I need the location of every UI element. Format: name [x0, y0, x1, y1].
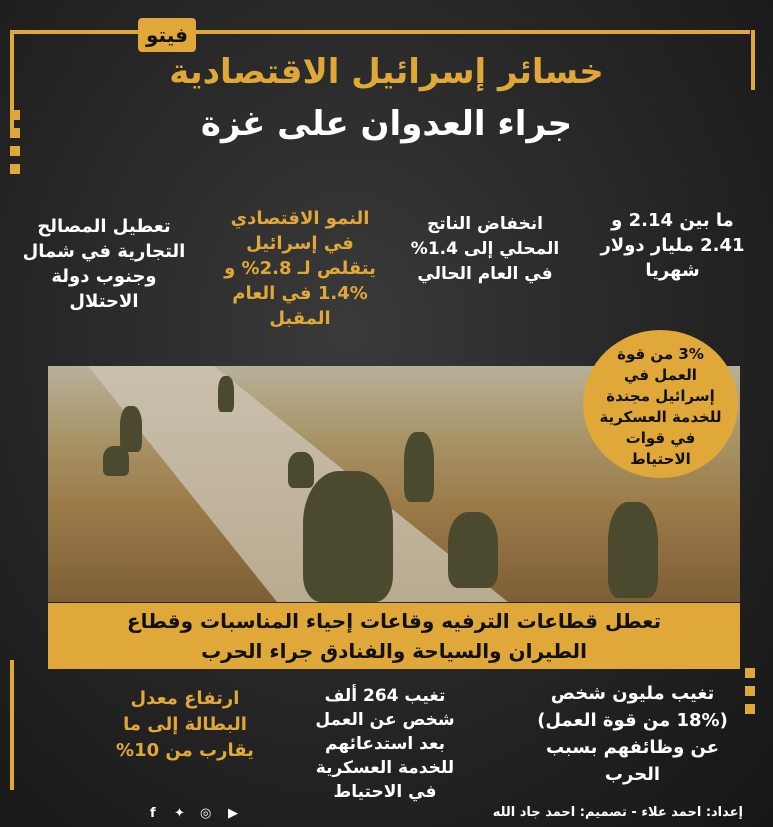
stat-business-disruption: تعطيل المصالح التجارية في شمال وجنوب دولة الاحتلال	[22, 216, 186, 312]
soldier-figure	[448, 512, 498, 588]
instagram-icon[interactable]: ◎	[200, 806, 212, 821]
workforce-badge: 3% من قوة العمل في إسرائيل مجندة للخدمة العسكرية في قوات الاحتياط	[583, 330, 738, 478]
frame-dash	[745, 704, 755, 714]
page-title: خسائر إسرائيل الاقتصادية	[169, 52, 604, 92]
soldier-figure	[288, 452, 314, 488]
soldier-figure	[120, 406, 142, 452]
soldier-figure	[608, 502, 658, 598]
frame-dash	[10, 146, 20, 156]
stat-reservists-absent: تغيب 264 ألف شخص عن العمل بعد استدعائهم للخدمة العسكرية في الاحتياط	[315, 686, 455, 802]
soldier-figure	[218, 376, 234, 412]
stat-gdp-drop: انخفاض الناتج المحلي إلى 1.4% في العام الحالي	[410, 214, 560, 284]
twitter-icon[interactable]: ✦	[174, 806, 185, 821]
soldier-figure	[103, 446, 129, 476]
stat-monthly-loss: ما بين 2.14 و 2.41 مليار دولار شهريا	[600, 210, 745, 281]
frame-dash	[10, 164, 20, 174]
frame-left-bottom-line	[10, 660, 14, 790]
facebook-icon[interactable]: f	[150, 806, 156, 821]
stat-unemployment: ارتفاع معدل البطالة إلى ما يقارب من 10%	[116, 688, 254, 761]
sectors-banner: تعطل قطاعات الترفيه وقاعات إحياء المناسبات وقطاع الطيران والسياحة والفنادق جراء الحرب	[48, 603, 740, 669]
stat-growth-shrink: النمو الاقتصادي في إسرائيل يتقلص لـ 2.8% و 1.4% في العام المقبل	[224, 208, 376, 329]
stat-million-absent: تغيب مليون شخص (18% من قوة العمل) عن وظائفهم بسبب الحرب	[537, 683, 728, 785]
youtube-icon[interactable]: ▶	[228, 806, 238, 821]
frame-top-line	[10, 30, 750, 34]
soldier-figure	[404, 432, 434, 502]
brand-logo: فيتو	[138, 18, 196, 52]
frame-dash	[745, 668, 755, 678]
credits-text: إعداد: احمد علاء - تصميم: احمد جاد الله	[492, 805, 743, 820]
soldier-figure	[303, 471, 393, 602]
frame-dash	[745, 686, 755, 696]
page-subtitle: جراء العدوان على غزة	[200, 104, 573, 144]
